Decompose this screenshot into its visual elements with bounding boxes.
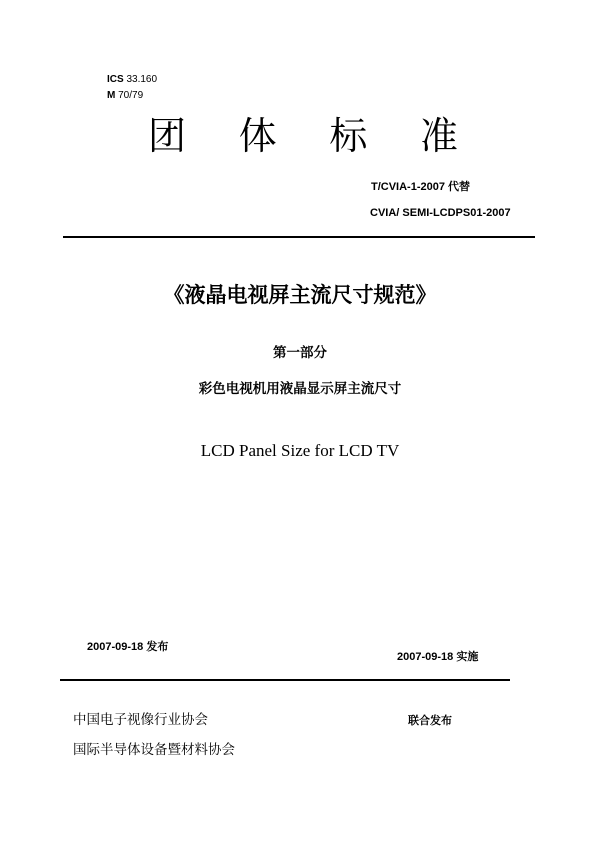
standard-type-heading bbox=[148, 112, 458, 160]
english-title: LCD Panel Size for LCD TV bbox=[200, 441, 400, 460]
ics-label: ICS bbox=[107, 74, 124, 85]
replaced-standard-number: CVIA/ SEMI-LCDPS01-2007 bbox=[370, 207, 511, 219]
part-subtitle: 彩色电视机用液晶显示屏主流尺寸 bbox=[198, 381, 402, 397]
standard-number: T/CVIA-1-2007 代替 bbox=[371, 181, 471, 193]
standard-type-char: 准 bbox=[419, 114, 458, 158]
document-title: 《液晶电视屏主流尺寸规范》 bbox=[163, 283, 437, 307]
publish-date: 2007-09-18 发布 bbox=[87, 641, 169, 653]
ics-value: 33.160 bbox=[126, 74, 158, 85]
standard-type-char: 标 bbox=[329, 114, 368, 158]
ics-code bbox=[107, 74, 157, 86]
top-divider bbox=[63, 236, 535, 238]
class-label: M bbox=[107, 90, 116, 101]
bottom-divider bbox=[60, 679, 510, 681]
standard-type-char: 团 bbox=[148, 114, 187, 158]
standard-type-char: 体 bbox=[238, 114, 277, 158]
implement-date: 2007-09-18 实施 bbox=[397, 651, 479, 663]
class-value: 70/79 bbox=[118, 90, 144, 101]
joint-issue-label: 联合发布 bbox=[408, 714, 452, 727]
issuer-org-2: 国际半导体设备暨材料协会 bbox=[73, 742, 235, 758]
part-label: 第一部分 bbox=[273, 345, 327, 361]
classification-code bbox=[107, 90, 143, 102]
issuer-org-1: 中国电子视像行业协会 bbox=[73, 712, 208, 728]
